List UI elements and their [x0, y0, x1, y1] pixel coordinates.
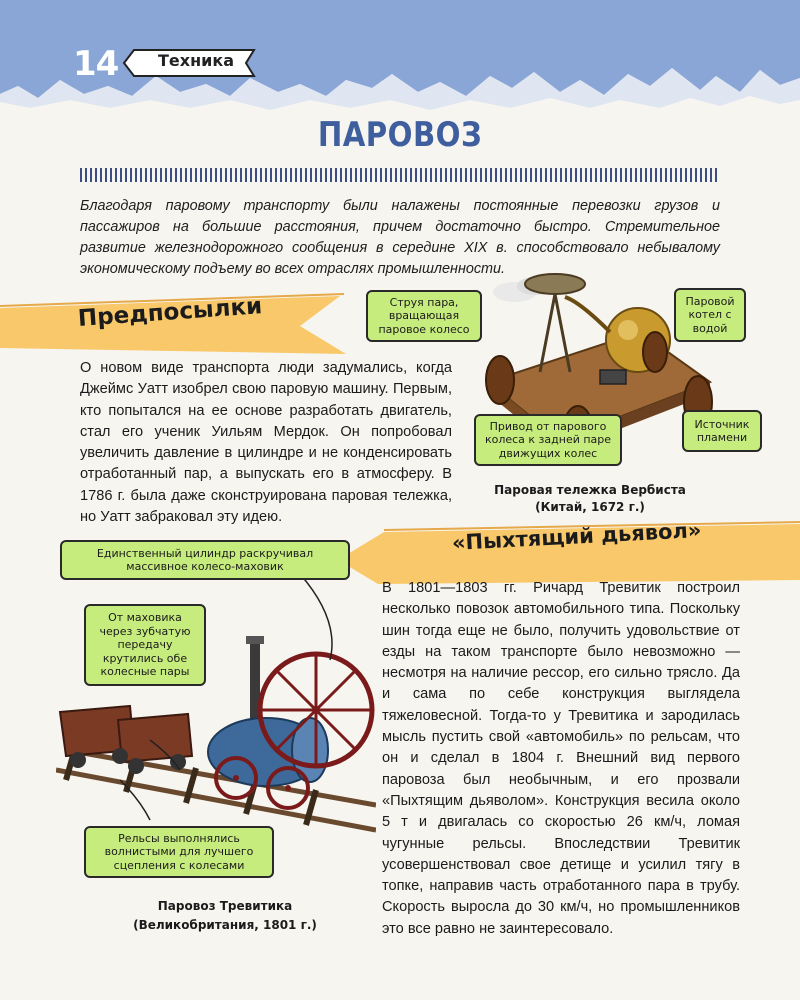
section1-heading: Предпосылки: [77, 293, 264, 332]
callout-rails: Рельсы выполнялись волнистыми для лучшего сцепления с колесами: [84, 826, 274, 878]
page-title: ПАРОВОЗ: [317, 115, 483, 155]
callout-steam-jet: Струя пара, вращающая паровое колесо: [366, 290, 482, 342]
callout-flame: Источник пламени: [682, 410, 762, 452]
intro-paragraph: Благодаря паровому транспорту были налажены постоянные перевозки грузов и пассажиров на большие расстояния, причем достаточно быстро. Стремительное развитие железнодорожного сообщения в середине XIX в. способствовало небывалому экономическому подъему во всех отраслях промышленности.: [80, 198, 720, 277]
callout-flywheel-gear: От маховика через зубчатую передачу крутились обе колесные пары: [84, 604, 206, 686]
figure2-caption-line1: Паровоз Тревитика: [157, 899, 293, 913]
section2-heading: «Пыхтящий дьявол»: [451, 517, 702, 555]
callout-cylinder: Единственный цилиндр раскручивал массивное колесо-маховик: [60, 540, 350, 580]
figure2-caption-line2: (Великобритания, 1801 г.): [133, 918, 317, 932]
callout-arrows: [0, 540, 400, 860]
callout-boiler: Паровой котел с водой: [674, 288, 746, 342]
section2-text: В 1801—1803 гг. Ричард Тревитик построил несколько повозок автомобильного типа. Поскольку шин тогда еще не было, получить удовольствие от езды на таком транспорте было невозможно — несмотря на наличие рессор, его сильно трясло. Да и сама по себе конструкция выглядела тяжеловесной. Тогда-то у Тревитика и зародилась мысль пустить свой «автомобиль» по рельсам, что он и сделал в 1804 г. Внешний вид первого паровоза был необычным, и его прозвали «Пыхтящим дьяволом». Конструкция весила около 5 т и двигалась со скоростью 26 км/ч, ломая чугунные рельсы. Впоследствии Тревитик усовершенствовал свое детище и усилил тягу в топке, направив часть отработанного пара в трубу. Скорость выросла до 30 км/ч, но промышленников это все равно не заинтересовало.: [382, 580, 740, 937]
section-tag-label: Техника: [157, 51, 234, 70]
title-rule: [80, 168, 720, 182]
figure1-caption-line1: Паровая тележка Вербиста: [494, 483, 686, 497]
section1-text: О новом виде транспорта люди задумались, когда Джеймс Уатт изобрел свою паровую машину. Первым, кто попытался на ее основе разработать двигатель, стал его ученик Уильям Мердок. Он попробовал увеличить давление в цилиндре и не конденсировать отработанный пар, а выпускать его в атмосферу. В 1786 г. была даже сконструирована паровая тележка, но Уатт забраковал эту идею.: [80, 360, 452, 526]
callout-drive: Привод от парового колеса к задней паре движущих колес: [474, 414, 622, 466]
figure1-caption-line2: (Китай, 1672 г.): [535, 500, 645, 514]
page-number: 14: [73, 44, 119, 84]
